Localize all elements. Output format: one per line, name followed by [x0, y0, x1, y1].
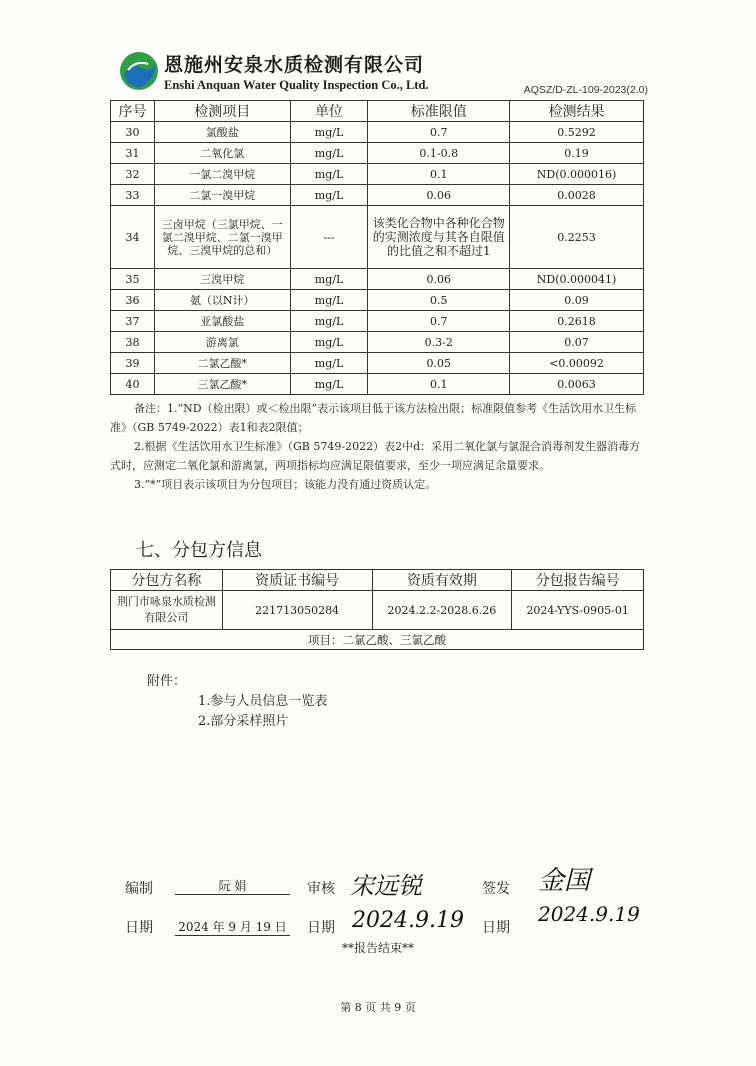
approve-signature: 金国 [538, 866, 591, 896]
page-number: 第 8 页 共 9 页 [340, 1001, 416, 1014]
row-limit: 0.7 [368, 311, 510, 332]
table-row [111, 185, 644, 206]
col-header-limit: 标准限值 [368, 101, 510, 122]
row-item: 三溴甲烷 [154, 269, 290, 290]
row-item: 氯酸盐 [154, 122, 290, 143]
row-limit: 0.1 [368, 374, 510, 395]
row-unit: mg/L [290, 332, 368, 353]
review-label: 审核 [307, 881, 335, 897]
row-limit: 0.06 [368, 269, 510, 290]
row-result: ND(0.000041) [510, 269, 644, 290]
subcontractor-name: 荆门市咏泉水质检测有限公司 [111, 591, 223, 630]
row-result: 0.0063 [510, 374, 644, 395]
note-1: 备注：1.“ND（检出限）或＜检出限”表示该项目低于该方法检出限；标准限值参考《生活饮用水卫生标准》（GB 5749-2022）表1和表2限值； [110, 402, 637, 434]
row-item: 一氯二溴甲烷 [154, 164, 290, 185]
row-item: 二氯一溴甲烷 [154, 185, 290, 206]
row-result: 0.2618 [510, 311, 644, 332]
row-result: 0.07 [510, 332, 644, 353]
table-row [111, 143, 644, 164]
validity-period: 2024.2.2-2028.6.26 [372, 591, 512, 630]
col-header-subcontractor: 分包方名称 [111, 570, 223, 591]
row-result: 0.0028 [510, 185, 644, 206]
table-row [111, 353, 644, 374]
report-number: 2024-YYS-0905-01 [512, 591, 644, 630]
row-unit: mg/L [290, 374, 368, 395]
row-result: ND(0.000016) [510, 164, 644, 185]
col-header-validity: 资质有效期 [372, 570, 512, 591]
row-item: 三卤甲烷（三氯甲烷、一氯二溴甲烷、二氯一溴甲烷、三溴甲烷的总和） [154, 206, 290, 269]
review-signature: 宋远锐 [350, 872, 422, 900]
table-header-row [111, 570, 644, 591]
col-header-cert-no: 资质证书编号 [222, 570, 372, 591]
row-unit: mg/L [290, 311, 368, 332]
subcontractor-table [110, 569, 644, 650]
edit-date-label: 日期 [125, 920, 153, 936]
results-table [110, 100, 644, 395]
row-item: 亚氯酸盐 [154, 311, 290, 332]
table-row [111, 122, 644, 143]
approve-date: 2024.9.19 [538, 902, 640, 926]
table-row [111, 311, 644, 332]
row-result: 0.5292 [510, 122, 644, 143]
col-header-unit: 单位 [290, 101, 368, 122]
row-limit: 0.1 [368, 164, 510, 185]
row-limit: 0.5 [368, 290, 510, 311]
company-logo-icon [118, 50, 160, 92]
report-end-text: **报告结束** [341, 941, 414, 955]
table-row [111, 374, 644, 395]
table-row [111, 630, 644, 650]
note-3: 3.“*”项目表示该项目为分包项目；该能力没有通过资质认定。 [134, 478, 437, 491]
approve-label: 签发 [482, 881, 510, 897]
table-row [111, 206, 644, 269]
row-unit: --- [290, 206, 368, 269]
attachments-title: 附件： [147, 674, 187, 689]
row-unit: mg/L [290, 185, 368, 206]
row-item: 氨（以N计） [154, 290, 290, 311]
row-unit: mg/L [290, 164, 368, 185]
col-header-report-no: 分包报告编号 [512, 570, 644, 591]
review-date: 2024.9.19 [352, 908, 464, 933]
table-row [111, 591, 644, 630]
row-result: <0.00092 [510, 353, 644, 374]
row-no: 40 [111, 374, 155, 395]
subcontract-items: 项目：二氯乙酸、三氯乙酸 [111, 630, 644, 650]
row-no: 39 [111, 353, 155, 374]
company-name-cn: 恩施州安泉水质检测有限公司 [164, 54, 425, 76]
row-no: 34 [111, 206, 155, 269]
company-name-en: Enshi Anquan Water Quality Inspection Co., Ltd. [164, 78, 429, 92]
attachment-item: 2.部分采样照片 [198, 714, 289, 729]
edit-label: 编制 [125, 881, 153, 897]
row-no: 33 [111, 185, 155, 206]
col-header-result: 检测结果 [510, 101, 644, 122]
row-no: 36 [111, 290, 155, 311]
row-limit: 0.7 [368, 122, 510, 143]
attachments-list [198, 692, 327, 732]
table-header-row [111, 101, 644, 122]
row-no: 31 [111, 143, 155, 164]
row-result: 0.09 [510, 290, 644, 311]
row-item: 游离氯 [154, 332, 290, 353]
col-header-no: 序号 [111, 101, 155, 122]
table-row [111, 269, 644, 290]
col-header-item: 检测项目 [154, 101, 290, 122]
notes-section [110, 399, 644, 494]
row-limit: 0.3-2 [368, 332, 510, 353]
edit-name: 阮 娟 [175, 877, 290, 895]
approve-date-label: 日期 [482, 920, 510, 936]
row-result: 0.19 [510, 143, 644, 164]
row-unit: mg/L [290, 269, 368, 290]
row-limit: 该类化合物中各种化合物的实测浓度与其各自限值的比值之和不超过1 [368, 206, 510, 269]
row-no: 30 [111, 122, 155, 143]
row-no: 37 [111, 311, 155, 332]
table-row [111, 332, 644, 353]
document-number: AQSZ/D-ZL-109-2023(2.0) [523, 84, 648, 96]
table-row [111, 164, 644, 185]
row-unit: mg/L [290, 290, 368, 311]
cert-number: 221713050284 [222, 591, 372, 630]
table-row [111, 290, 644, 311]
row-no: 38 [111, 332, 155, 353]
row-item: 二氯乙酸* [154, 353, 290, 374]
row-limit: 0.1-0.8 [368, 143, 510, 164]
row-result: 0.2253 [510, 206, 644, 269]
row-limit: 0.06 [368, 185, 510, 206]
row-limit: 0.05 [368, 353, 510, 374]
row-no: 35 [111, 269, 155, 290]
row-item: 二氧化氯 [154, 143, 290, 164]
row-unit: mg/L [290, 143, 368, 164]
row-no: 32 [111, 164, 155, 185]
note-2: 2.根据《生活饮用水卫生标准》（GB 5749-2022）表2中d：采用二氧化氯与氯混合消毒剂发生器消毒方式时，应测定二氧化氯和游离氯，两项指标均应满足限值要求，至少一项应满足余量要求。 [110, 440, 641, 472]
row-unit: mg/L [290, 353, 368, 374]
section-7-title: 七、分包方信息 [136, 540, 262, 561]
attachment-item: 1.参与人员信息一览表 [198, 694, 328, 709]
row-unit: mg/L [290, 122, 368, 143]
row-item: 三氯乙酸* [154, 374, 290, 395]
edit-date: 2024 年 9 月 19 日 [175, 918, 290, 936]
review-date-label: 日期 [307, 920, 335, 936]
